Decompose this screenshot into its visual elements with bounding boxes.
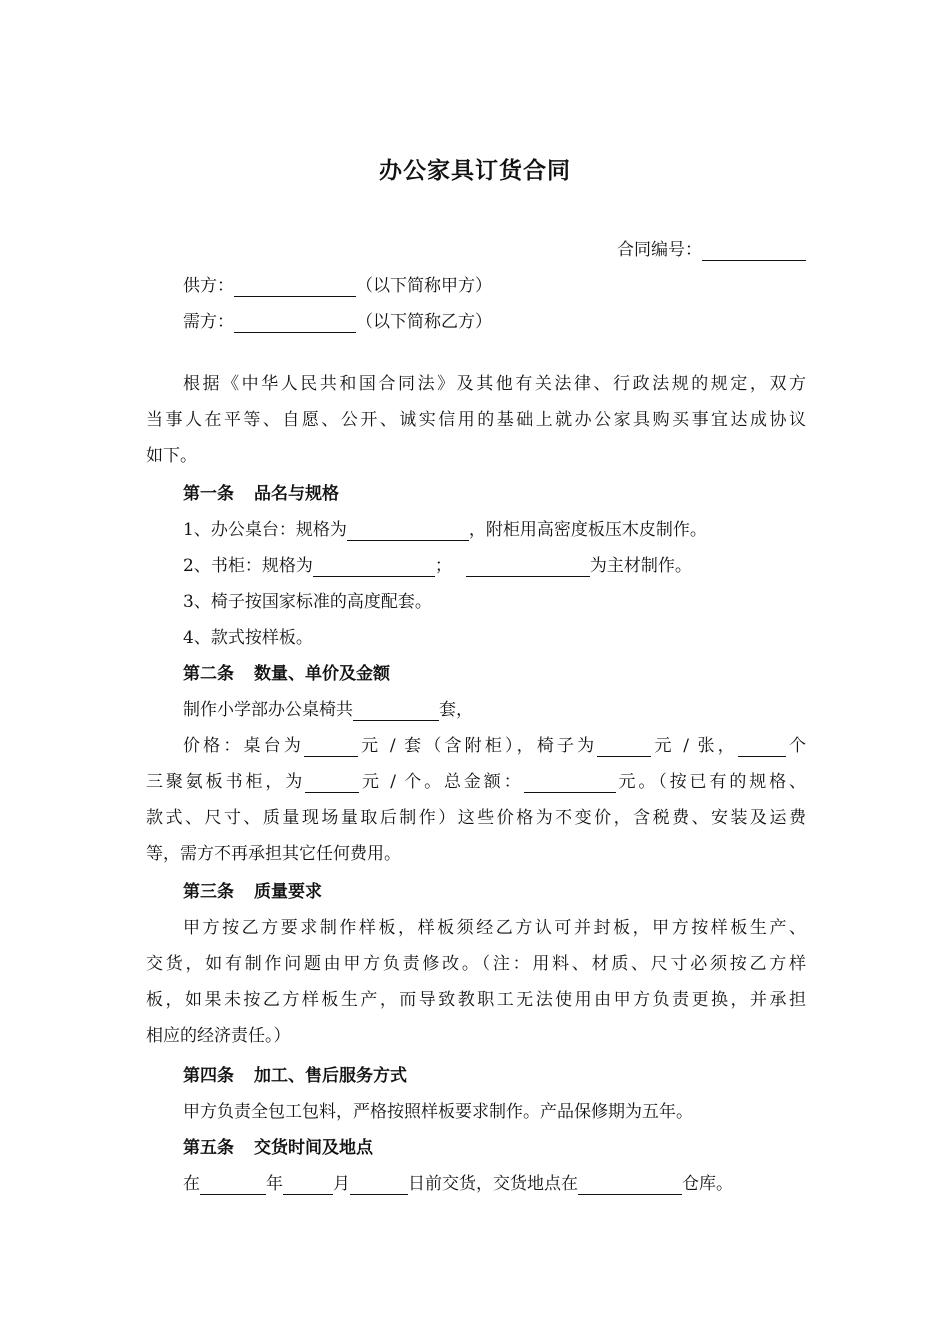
item-1-text: 1、办公桌台：规格为 bbox=[183, 520, 347, 540]
item-2-suffix: 为主材制作。 bbox=[589, 556, 692, 576]
article-3-line-3: 板，如果未按乙方样板生产，而导致教职工无法使用由甲方负责更换，并承担 bbox=[146, 990, 806, 1010]
article-1-item-3: 3、椅子按国家标准的高度配套。 bbox=[183, 592, 432, 612]
price-chair-label: 元 / 套（含附柜），椅子为 bbox=[357, 736, 598, 756]
supplier-label: 供方： bbox=[183, 276, 234, 296]
article-3-line-4: 相应的经济责任。） bbox=[146, 1026, 291, 1046]
quantity-blank bbox=[353, 696, 439, 721]
delivery-prefix: 在 bbox=[183, 1174, 200, 1194]
article-3-line-1: 甲方按乙方要求制作样板，样板须经乙方认可并封板，甲方按样板生产、 bbox=[183, 918, 806, 938]
bookcase-price-blank bbox=[305, 768, 359, 793]
desk-price-blank bbox=[304, 732, 358, 757]
article-1-heading bbox=[183, 476, 806, 512]
article-3-title: 质量要求 bbox=[254, 882, 322, 902]
bookcase-spec-blank bbox=[313, 552, 435, 577]
article-4-heading bbox=[183, 1058, 806, 1094]
article-3-number: 第三条 bbox=[183, 882, 234, 902]
document-title: 办公家具订货合同 bbox=[379, 158, 571, 184]
bookcase-material-blank bbox=[466, 552, 590, 577]
contract-number-blank bbox=[702, 236, 806, 261]
intro-line-3: 如下。 bbox=[146, 446, 197, 466]
delivery-month-label: 月 bbox=[333, 1174, 350, 1194]
article-5-title: 交货时间及地点 bbox=[254, 1138, 373, 1158]
article-1-number: 第一条 bbox=[183, 484, 234, 504]
contract-number-line bbox=[146, 232, 806, 268]
quantity-line bbox=[183, 692, 806, 728]
bookcase-count-blank bbox=[738, 732, 786, 757]
article-1-title: 品名与规格 bbox=[254, 484, 339, 504]
supplier-blank bbox=[234, 272, 356, 297]
bookcase-price-label: 三聚氨板书柜，为 bbox=[146, 772, 306, 792]
article-1-item-2 bbox=[183, 548, 806, 584]
article-3-line-2: 交货，如有制作问题由甲方负责修改。（注：用料、材质、尺寸必须按乙方样 bbox=[146, 954, 806, 974]
desk-spec-blank bbox=[347, 516, 469, 541]
article-5-heading bbox=[183, 1130, 806, 1166]
price-unit-count: 个 bbox=[785, 736, 806, 756]
delivery-location-label: 日前交货，交货地点在 bbox=[408, 1174, 578, 1194]
article-5-number: 第五条 bbox=[183, 1138, 234, 1158]
article-1-item-1 bbox=[183, 512, 806, 548]
article-2-heading bbox=[183, 656, 806, 692]
delivery-location-blank bbox=[578, 1170, 682, 1195]
total-suffix: 元。（按已有的规格、 bbox=[615, 772, 807, 792]
supplier-line bbox=[183, 268, 806, 304]
intro-line-2: 当事人在平等、自愿、公开、诚实信用的基础上就办公家具购买事宜达成协议 bbox=[146, 410, 806, 430]
chair-price-blank bbox=[597, 732, 651, 757]
supplier-suffix: （以下简称甲方） bbox=[356, 276, 492, 296]
price-unit-chair: 元 / 张， bbox=[651, 736, 738, 756]
intro-line-1: 根据《中华人民共和国合同法》及其他有关法律、行政法规的规定，双方 bbox=[183, 374, 806, 394]
buyer-line bbox=[183, 304, 806, 340]
item-1-suffix: ，附柜用高密度板压木皮制作。 bbox=[468, 520, 707, 540]
total-amount-blank bbox=[524, 768, 616, 793]
delivery-month-blank bbox=[283, 1170, 333, 1195]
delivery-suffix: 仓库。 bbox=[682, 1174, 733, 1194]
article-1-item-4: 4、款式按样板。 bbox=[183, 628, 313, 648]
item-2-separator: ； bbox=[434, 556, 452, 576]
article-4-text: 甲方负责全包工包料，严格按照样板要求制作。产品保修期为五年。 bbox=[183, 1102, 693, 1122]
article-2-number: 第二条 bbox=[183, 664, 234, 684]
price-line-2 bbox=[146, 764, 806, 800]
buyer-blank bbox=[234, 308, 356, 333]
quantity-text: 制作小学部办公桌椅共 bbox=[183, 700, 353, 720]
total-label: 元 / 个。总金额： bbox=[359, 772, 524, 792]
delivery-year-label: 年 bbox=[266, 1174, 283, 1194]
article-3-heading bbox=[183, 874, 806, 910]
delivery-line bbox=[183, 1166, 806, 1202]
buyer-suffix: （以下简称乙方） bbox=[356, 312, 492, 332]
delivery-year-blank bbox=[200, 1170, 266, 1195]
article-4-title: 加工、售后服务方式 bbox=[254, 1066, 407, 1086]
price-line-4: 等，需方不再承担其它任何费用。 bbox=[146, 844, 401, 864]
price-line-1 bbox=[183, 728, 806, 764]
price-desk-label: 价格：桌台为 bbox=[183, 736, 304, 756]
delivery-day-blank bbox=[350, 1170, 408, 1195]
price-line-3: 款式、尺寸、质量现场量取后制作）这些价格为不变价，含税费、安装及运费 bbox=[146, 808, 806, 828]
article-4-number: 第四条 bbox=[183, 1066, 234, 1086]
quantity-suffix: 套， bbox=[439, 700, 473, 720]
item-2-text: 2、书柜：规格为 bbox=[183, 556, 313, 576]
article-2-title: 数量、单价及金额 bbox=[254, 664, 390, 684]
buyer-label: 需方： bbox=[183, 312, 234, 332]
contract-number-label: 合同编号： bbox=[617, 240, 702, 260]
